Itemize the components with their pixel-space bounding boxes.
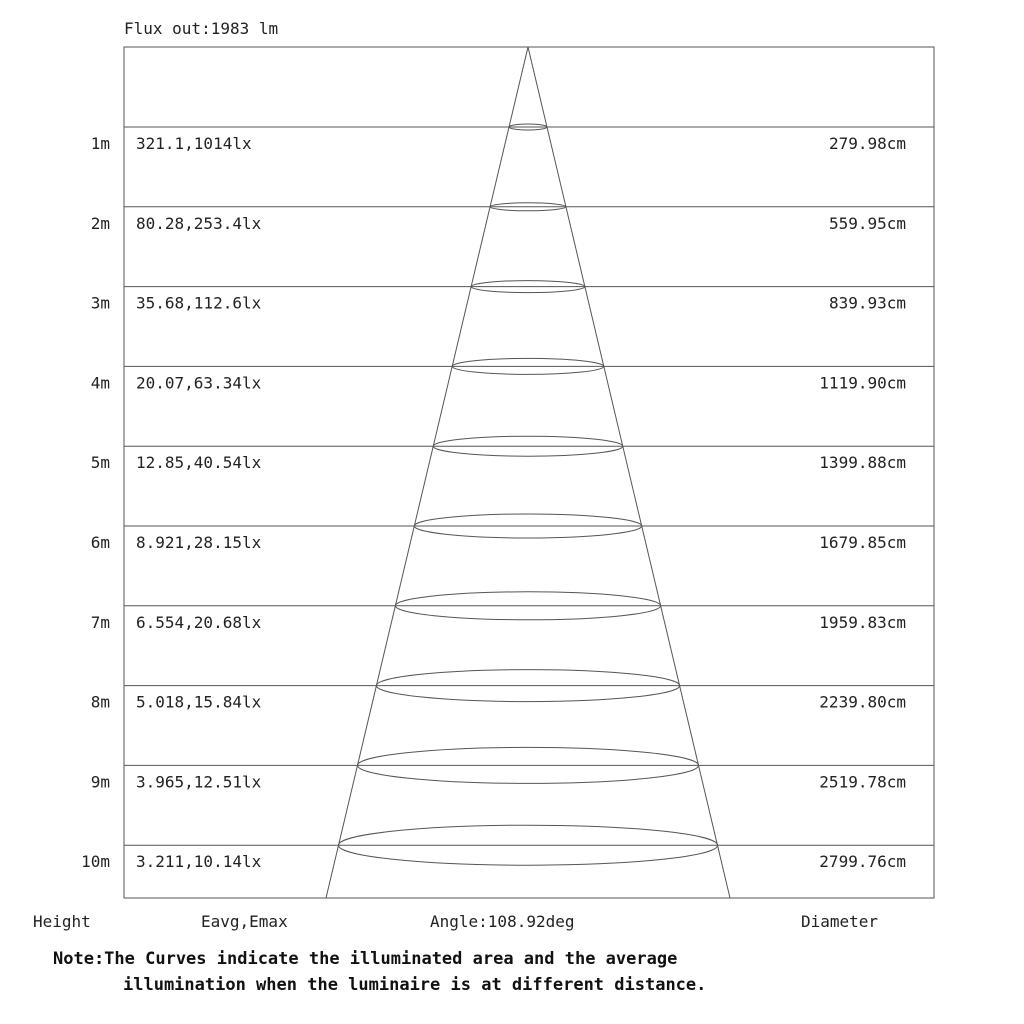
row-labels [81, 134, 906, 871]
diameter-label: 1959.83cm [819, 612, 906, 632]
illuminance-label: 20.07,63.34lx [136, 373, 262, 393]
cone-left-edge [326, 47, 528, 898]
height-label: 3m [90, 293, 110, 313]
height-label: 9m [90, 772, 110, 792]
height-label: 7m [90, 612, 110, 632]
height-label: 10m [81, 852, 110, 872]
height-label: 4m [90, 373, 110, 393]
illuminance-label: 5.018,15.84lx [136, 692, 262, 712]
illuminance-label: 35.68,112.6lx [136, 293, 262, 313]
diameter-label: 1119.90cm [819, 373, 906, 393]
plot-frame [124, 47, 934, 898]
diameter-label: 2239.80cm [819, 692, 906, 712]
cone-right-edge [528, 47, 730, 898]
diameter-label: 2519.78cm [819, 772, 906, 792]
note-line-1: Note:The Curves indicate the illuminated area and the average [53, 949, 678, 969]
diameter-label: 1679.85cm [819, 533, 906, 552]
illuminance-label: 3.211,10.14lx [136, 852, 262, 872]
height-label: 6m [90, 533, 110, 552]
illuminance-label: 12.85,40.54lx [136, 453, 262, 473]
height-label: 8m [90, 692, 110, 712]
illuminance-label: 80.28,253.4lx [136, 213, 262, 233]
diameter-label: 279.98cm [828, 134, 906, 153]
illuminance-column-label: Eavg,Emax [201, 912, 288, 931]
height-label: 2m [90, 213, 110, 233]
beam-cone [326, 47, 730, 898]
note-line-2: illumination when the luminaire is at different distance. [123, 975, 707, 995]
illuminance-label: 6.554,20.68lx [136, 612, 262, 632]
height-label: 1m [90, 134, 110, 153]
diameter-label: 559.95cm [828, 213, 906, 233]
diameter-label: 839.93cm [828, 293, 906, 313]
illuminance-label: 321.1,1014lx [136, 134, 252, 153]
height-label: 5m [90, 453, 110, 473]
illuminance-label: 8.921,28.15lx [136, 533, 262, 552]
height-column-label: Height [33, 912, 91, 931]
diameter-label: 2799.76cm [819, 852, 906, 872]
beam-angle-label: Angle:108.92deg [430, 912, 575, 931]
diameter-label: 1399.88cm [819, 453, 906, 473]
chart-title: Flux out:1983 lm [124, 19, 279, 38]
diameter-column-label: Diameter [801, 912, 879, 931]
grid-lines [124, 127, 934, 845]
illuminance-label: 3.965,12.51lx [136, 772, 262, 792]
